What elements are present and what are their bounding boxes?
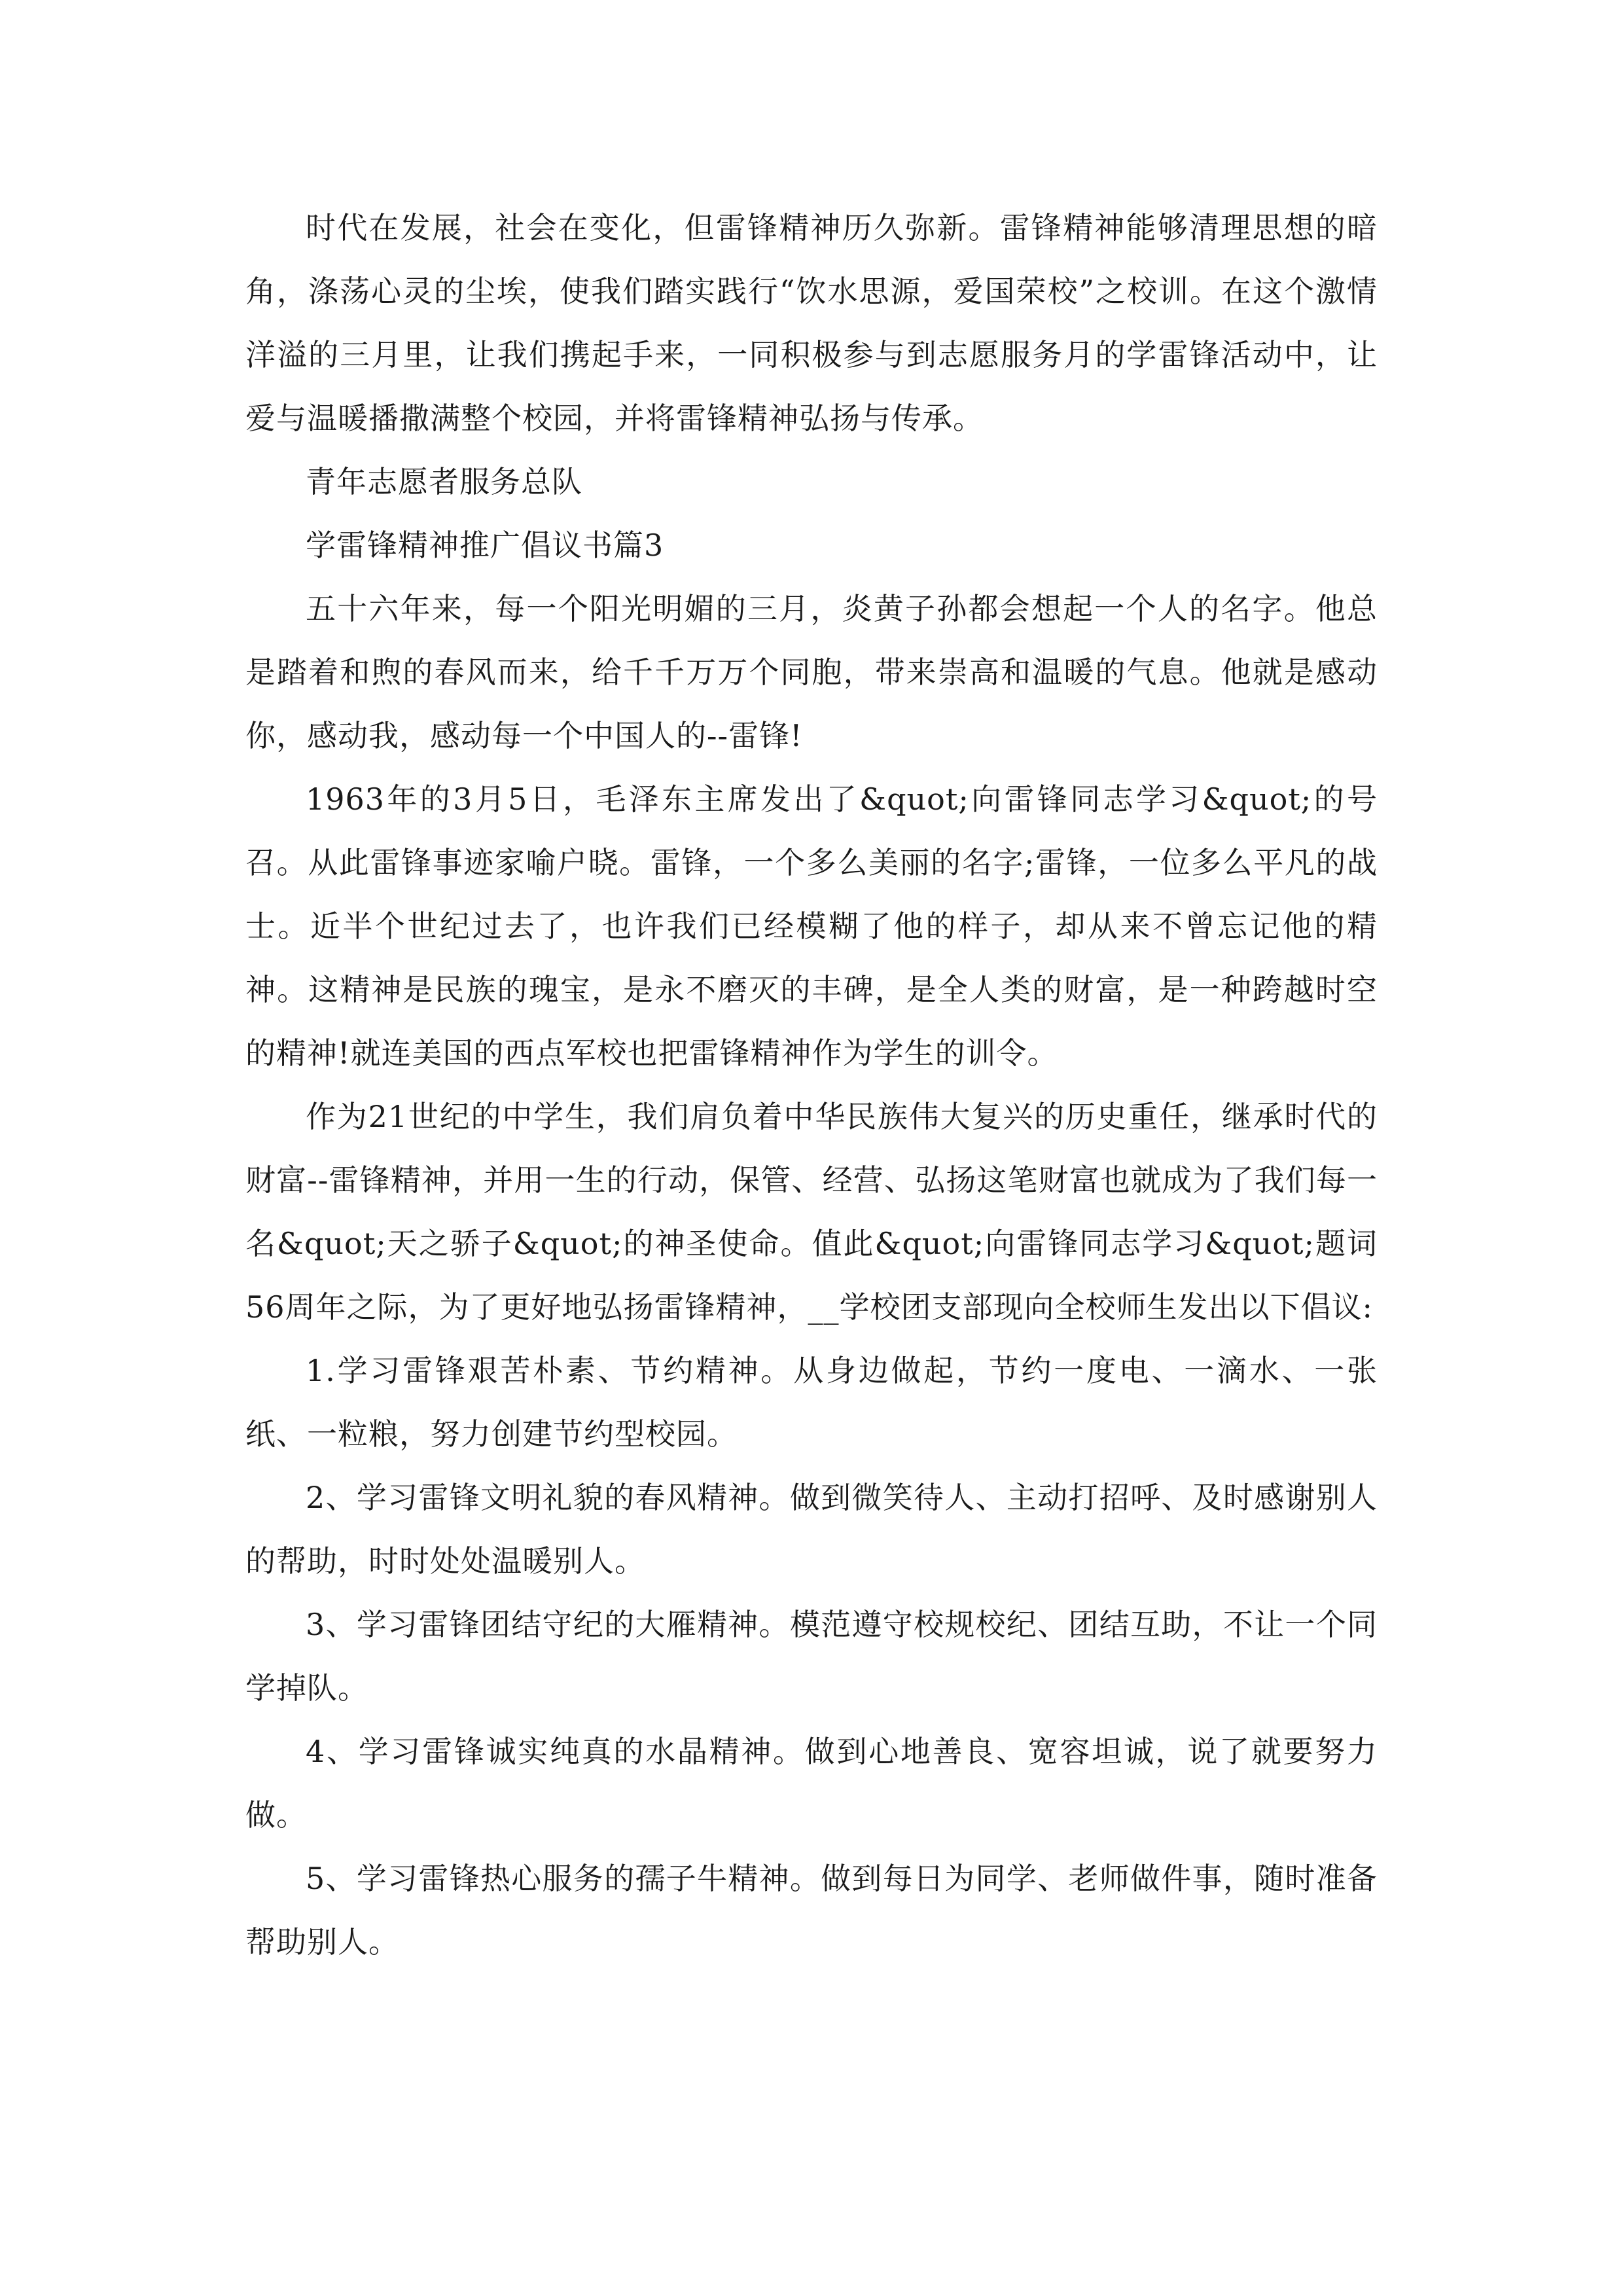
document-page: [245, 196, 1378, 1974]
proposal-item-3: 3、学习雷锋团结守纪的大雁精神。模范遵守校规校纪、团结互助，不让一个同学掉队。: [245, 1607, 1378, 1706]
signature-volunteer-team: 青年志愿者服务总队: [306, 464, 582, 499]
proposal-item-2: 2、学习雷锋文明礼貌的春风精神。做到微笑待人、主动打招呼、及时感谢别人的帮助，时时处处温暖别人。: [245, 1480, 1378, 1579]
proposal-item-5: 5、学习雷锋热心服务的孺子牛精神。做到每日为同学、老师做件事，随时准备帮助别人。: [245, 1861, 1378, 1960]
proposal-item-1: 1.学习雷锋艰苦朴素、节约精神。从身边做起，节约一度电、一滴水、一张纸、一粒粮，努力创建节约型校园。: [245, 1353, 1378, 1452]
paragraph-spirit-renewal: 时代在发展，社会在变化，但雷锋精神历久弥新。雷锋精神能够清理思想的暗角，涤荡心灵的尘埃，使我们踏实践行“饮水思源，爱国荣校”之校训。在这个激情洋溢的三月里，让我们携起手来，一同积极参与到志愿服务月的学雷锋活动中，让爱与温暖播撒满整个校园，并将雷锋精神弘扬与传承。: [245, 210, 1378, 436]
paragraph-fifty-six-years: 五十六年来，每一个阳光明媚的三月，炎黄子孙都会想起一个人的名字。他总是踏着和煦的春风而来，给千千万万个同胞，带来崇高和温暖的气息。他就是感动你，感动我，感动每一个中国人的--雷锋!: [245, 591, 1378, 753]
section-heading-article-3: 学雷锋精神推广倡议书篇3: [306, 528, 664, 563]
paragraph-21st-century-students: 作为21世纪的中学生，我们肩负着中华民族伟大复兴的历史重任，继承时代的财富--雷锋精神，并用一生的行动，保管、经营、弘扬这笔财富也就成为了我们每一名&quot;天之骄子&quot;的神圣使命。值此&quot;向雷锋同志学习&quot;题词56周年之际，为了更好地弘扬雷锋精神，__学校团支部现向全校师生发出以下倡议:: [245, 1099, 1378, 1325]
paragraph-1963-call: 1963年的3月5日，毛泽东主席发出了&quot;向雷锋同志学习&quot;的号召。从此雷锋事迹家喻户晓。雷锋，一个多么美丽的名字;雷锋，一位多么平凡的战士。近半个世纪过去了，也许我们已经模糊了他的样子，却从来不曾忘记他的精神。这精神是民族的瑰宝，是永不磨灭的丰碑，是全人类的财富，是一种跨越时空的精神!就连美国的西点军校也把雷锋精神作为学生的训令。: [245, 781, 1378, 1071]
proposal-item-4: 4、学习雷锋诚实纯真的水晶精神。做到心地善良、宽容坦诚，说了就要努力做。: [245, 1734, 1378, 1833]
